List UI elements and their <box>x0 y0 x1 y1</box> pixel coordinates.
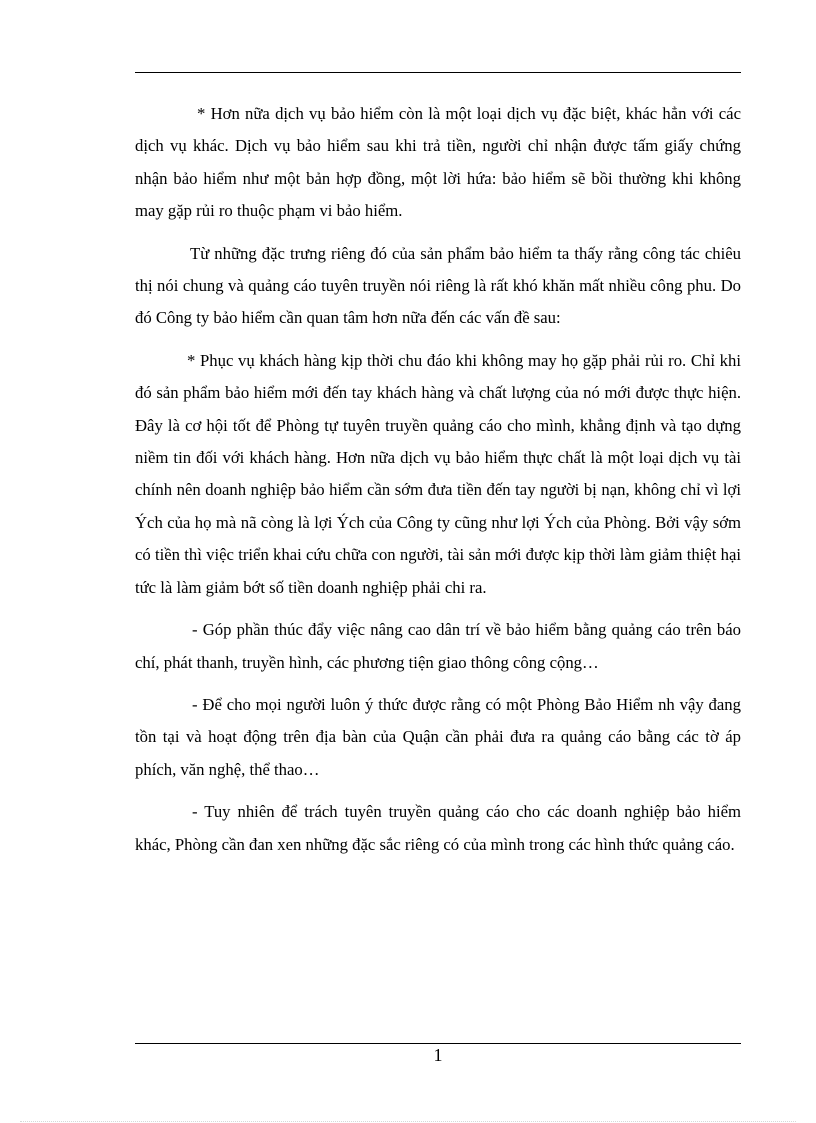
page-body <box>135 98 741 871</box>
footer-rule <box>135 1043 741 1044</box>
page-number: 1 <box>433 1045 443 1065</box>
paragraph-insurance-characteristics: Từ những đặc trưng riêng đó của sản phẩm bảo hiểm ta thấy rằng công tác chiêu thị nói chung và quảng cáo tuyên truyền nói riêng là rất khó khăn mất nhiều công phu. Do đó Công ty bảo hiểm cần quan tâm hơn nữa đến các vấn đề sau: <box>135 243 741 328</box>
paragraph-distinct-features: - Tuy nhiên để trách tuyên truyền quảng cáo cho các doanh nghiệp bảo hiểm khác, Phòng cần đan xen những đặc sắc riêng có của mình trong các hình thức quảng cáo. <box>135 802 741 854</box>
paragraph-raise-awareness: - Góp phần thúc đẩy việc nâng cao dân trí về bảo hiểm bằng quảng cáo trên báo chí, phát thanh, truyền hình, các phương tiện giao thông công cộng… <box>135 620 741 672</box>
paragraph-insurance-special-service: * Hơn nữa dịch vụ bảo hiểm còn là một loại dịch vụ đặc biệt, khác hẳn với các dịch vụ khác. Dịch vụ bảo hiểm sau khi trả tiền, người chỉ nhận được tấm giấy chứng nhận bảo hiểm như một bản hợp đồng, một lời hứa: bảo hiểm sẽ bồi thường khi không may gặp rủi ro thuộc phạm vi bảo hiểm. <box>135 104 741 221</box>
page-bottom-edge <box>20 1121 796 1122</box>
paragraph-timely-customer-service: * Phục vụ khách hàng kịp thời chu đáo khi không may họ gặp phải rủi ro. Chỉ khi đó sản phẩm bảo hiểm mới đến tay khách hàng và chất lượng của nó mới được thực hiện. Đây là cơ hội tốt để Phòng tự tuyên truyền quảng cáo cho mình, khẳng định và tạo dựng niềm tin đối với khách hàng. Hơn nữa dịch vụ bảo hiểm thực chất là một loại dịch vụ tài chính nên doanh nghiệp bảo hiểm cần sớm đưa tiền đến tay người bị nạn, không chỉ vì lợi Ých của họ mà nã còng là lợi Ých của Công ty cũng như lợi Ých của Phòng. Bởi vậy sớm có tiền thì việc triển khai cứu chữa con người, tài sản mới được kịp thời làm giảm thiệt hại tức là làm giảm bớt số tiền doanh nghiệp phải chi ra. <box>135 350 741 597</box>
header-rule <box>135 72 741 73</box>
paragraph-advertising-posters: - Để cho mọi người luôn ý thức được rằng có một Phòng Bảo Hiểm nh vậy đang tồn tại và hoạt động trên địa bàn của Quận cần phải đưa ra quảng cáo bằng các tờ áp phích, văn nghệ, thể thao… <box>135 694 741 779</box>
